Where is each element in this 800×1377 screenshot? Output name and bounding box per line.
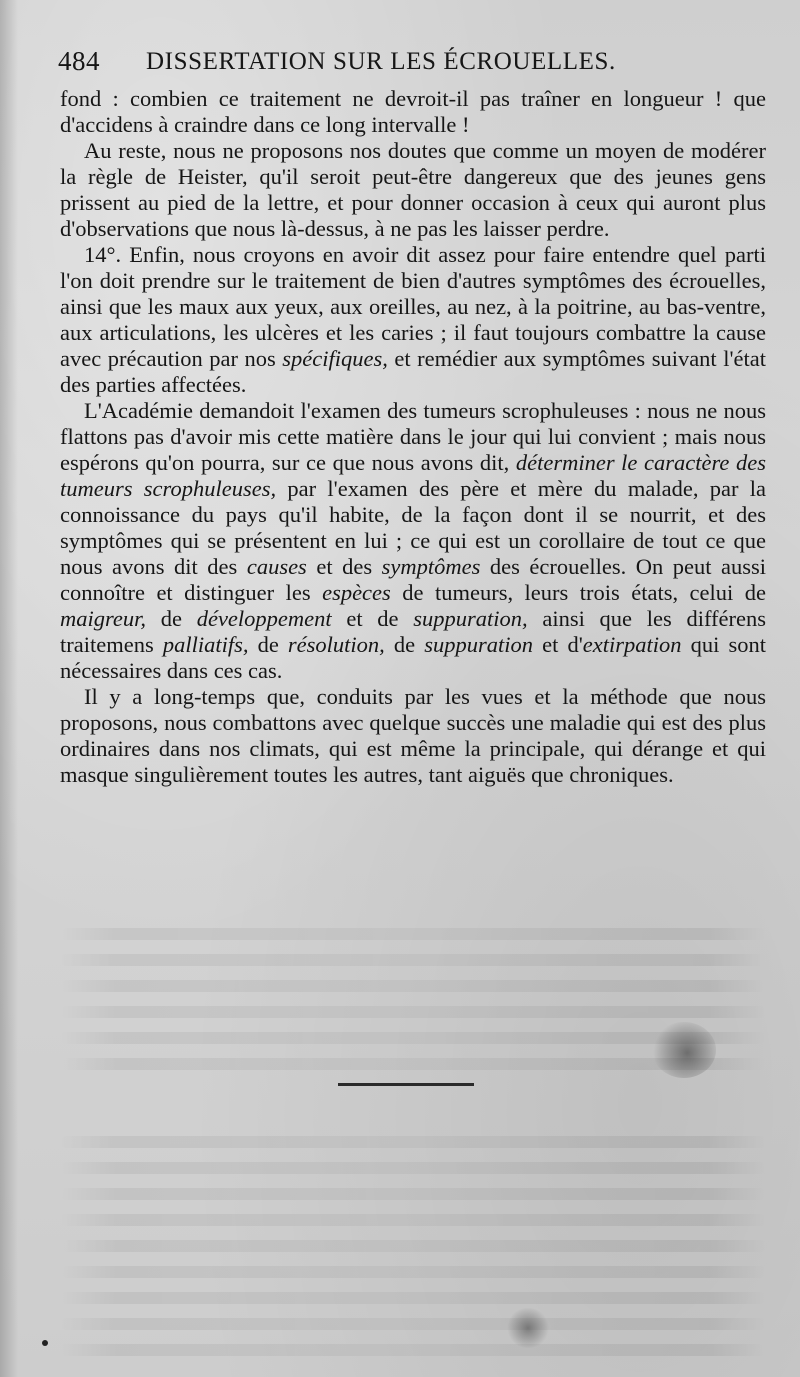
ink-stain — [506, 1308, 550, 1348]
italic-term: maigreur, — [60, 606, 147, 631]
italic-term: développement — [196, 606, 332, 631]
ghost-line — [60, 980, 766, 992]
paragraph-4 — [60, 398, 766, 684]
ghost-line — [60, 1318, 766, 1330]
page-number: 484 — [58, 46, 100, 76]
italic-term: spécifiques, — [282, 346, 388, 371]
ghost-line — [60, 1136, 766, 1148]
body-text — [60, 86, 766, 788]
paragraph-4-text: ainsi que les différens traitemens — [60, 606, 766, 657]
paragraph-4-text: par l'examen des père et mère du malade, par la connoissance du pays qu'il habite, de la façon dont il se nourrit, et des symptômes qui se présentent en lui ; ce qui est un corollaire de tout ce que nous avons dit des — [60, 476, 766, 579]
italic-term: déterminer le caractère des tumeurs scrophuleuses, — [60, 450, 766, 501]
italic-term: causes — [246, 554, 307, 579]
paragraph-4-text: de — [146, 606, 197, 631]
paragraph-4-text: de — [384, 632, 425, 657]
paragraph-3-text: 14°. Enfin, nous croyons en avoir dit assez pour faire entendre quel parti l'on doit prendre sur le traitement de bien d'autres symptômes des écrouelles, ainsi que les maux aux yeux, aux oreilles, au nez, à la poitrine, au bas-ventre, aux articulations, les ulcères et les caries ; il faut toujours combattre la cause avec précaution par nos — [60, 242, 766, 371]
show-through-bleed — [60, 928, 766, 1368]
ghost-line — [60, 928, 766, 940]
ink-dot — [42, 1340, 48, 1346]
section-divider-rule — [338, 1083, 474, 1086]
page-header — [58, 46, 760, 80]
italic-term: symptômes — [381, 554, 481, 579]
italic-term: suppuration — [424, 632, 534, 657]
italic-term: espèces — [322, 580, 391, 605]
paragraph-4-text: qui sont nécessaires dans ces cas. — [60, 632, 766, 683]
ghost-line — [60, 1266, 766, 1278]
ghost-line — [60, 954, 766, 966]
paragraph-1 — [60, 86, 766, 138]
paragraph-4-text: de tumeurs, leurs trois états, celui de — [390, 580, 766, 605]
ghost-line — [60, 1188, 766, 1200]
ghost-line — [60, 1344, 766, 1356]
paragraph-4-text: de — [248, 632, 288, 657]
running-title: DISSERTATION SUR LES ÉCROUELLES. — [146, 48, 616, 75]
paragraph-5 — [60, 684, 766, 788]
italic-term: palliatifs, — [162, 632, 249, 657]
ghost-line — [60, 1162, 766, 1174]
ghost-line — [60, 1214, 766, 1226]
paragraph-4-text: des écrouelles. On peut aussi connoître et distinguer les — [60, 554, 767, 605]
paragraph-3 — [60, 242, 766, 398]
paragraph-5-text: Il y a long-temps que, conduits par les vues et la méthode que nous proposons, nous combattons avec quelque succès une maladie qui est des plus ordinaires dans nos climats, qui est même la principale, qui dérange et qui masque singulièrement toutes les autres, tant aiguës que chroniques. — [60, 684, 766, 787]
paragraph-4-text: et de — [331, 606, 414, 631]
ink-stain — [652, 1022, 716, 1078]
ghost-line — [60, 1006, 766, 1018]
italic-term: résolution, — [287, 632, 385, 657]
paragraph-3-text: et remédier aux symptômes suivant l'état des parties affectées. — [60, 346, 766, 397]
paragraph-4-text: et des — [306, 554, 382, 579]
italic-term: suppuration, — [413, 606, 528, 631]
paragraph-4-text: et d' — [533, 632, 583, 657]
paragraph-1-text: fond : combien ce traitement ne devroit-il pas traîner en longueur ! que d'accidens à craindre dans ce long intervalle ! — [60, 86, 766, 137]
ghost-line — [60, 1292, 766, 1304]
paragraph-4-text: L'Académie demandoit l'examen des tumeurs scrophuleuses : nous ne nous flattons pas d'avoir mis cette matière dans le jour qui lui convient ; mais nous espérons qu'on pourra, sur ce que nous avons dit, — [60, 398, 766, 475]
ghost-line — [60, 1240, 766, 1252]
italic-term: extirpation — [582, 632, 682, 657]
paragraph-2-text: Au reste, nous ne proposons nos doutes que comme un moyen de modérer la règle de Heister, qu'il seroit peut-être dangereux que des jeunes gens prissent au pied de la lettre, et pour donner occasion à ceux qui auront plus d'observations que nous là-dessus, à ne pas les laisser perdre. — [60, 138, 766, 241]
paragraph-2 — [60, 138, 766, 242]
